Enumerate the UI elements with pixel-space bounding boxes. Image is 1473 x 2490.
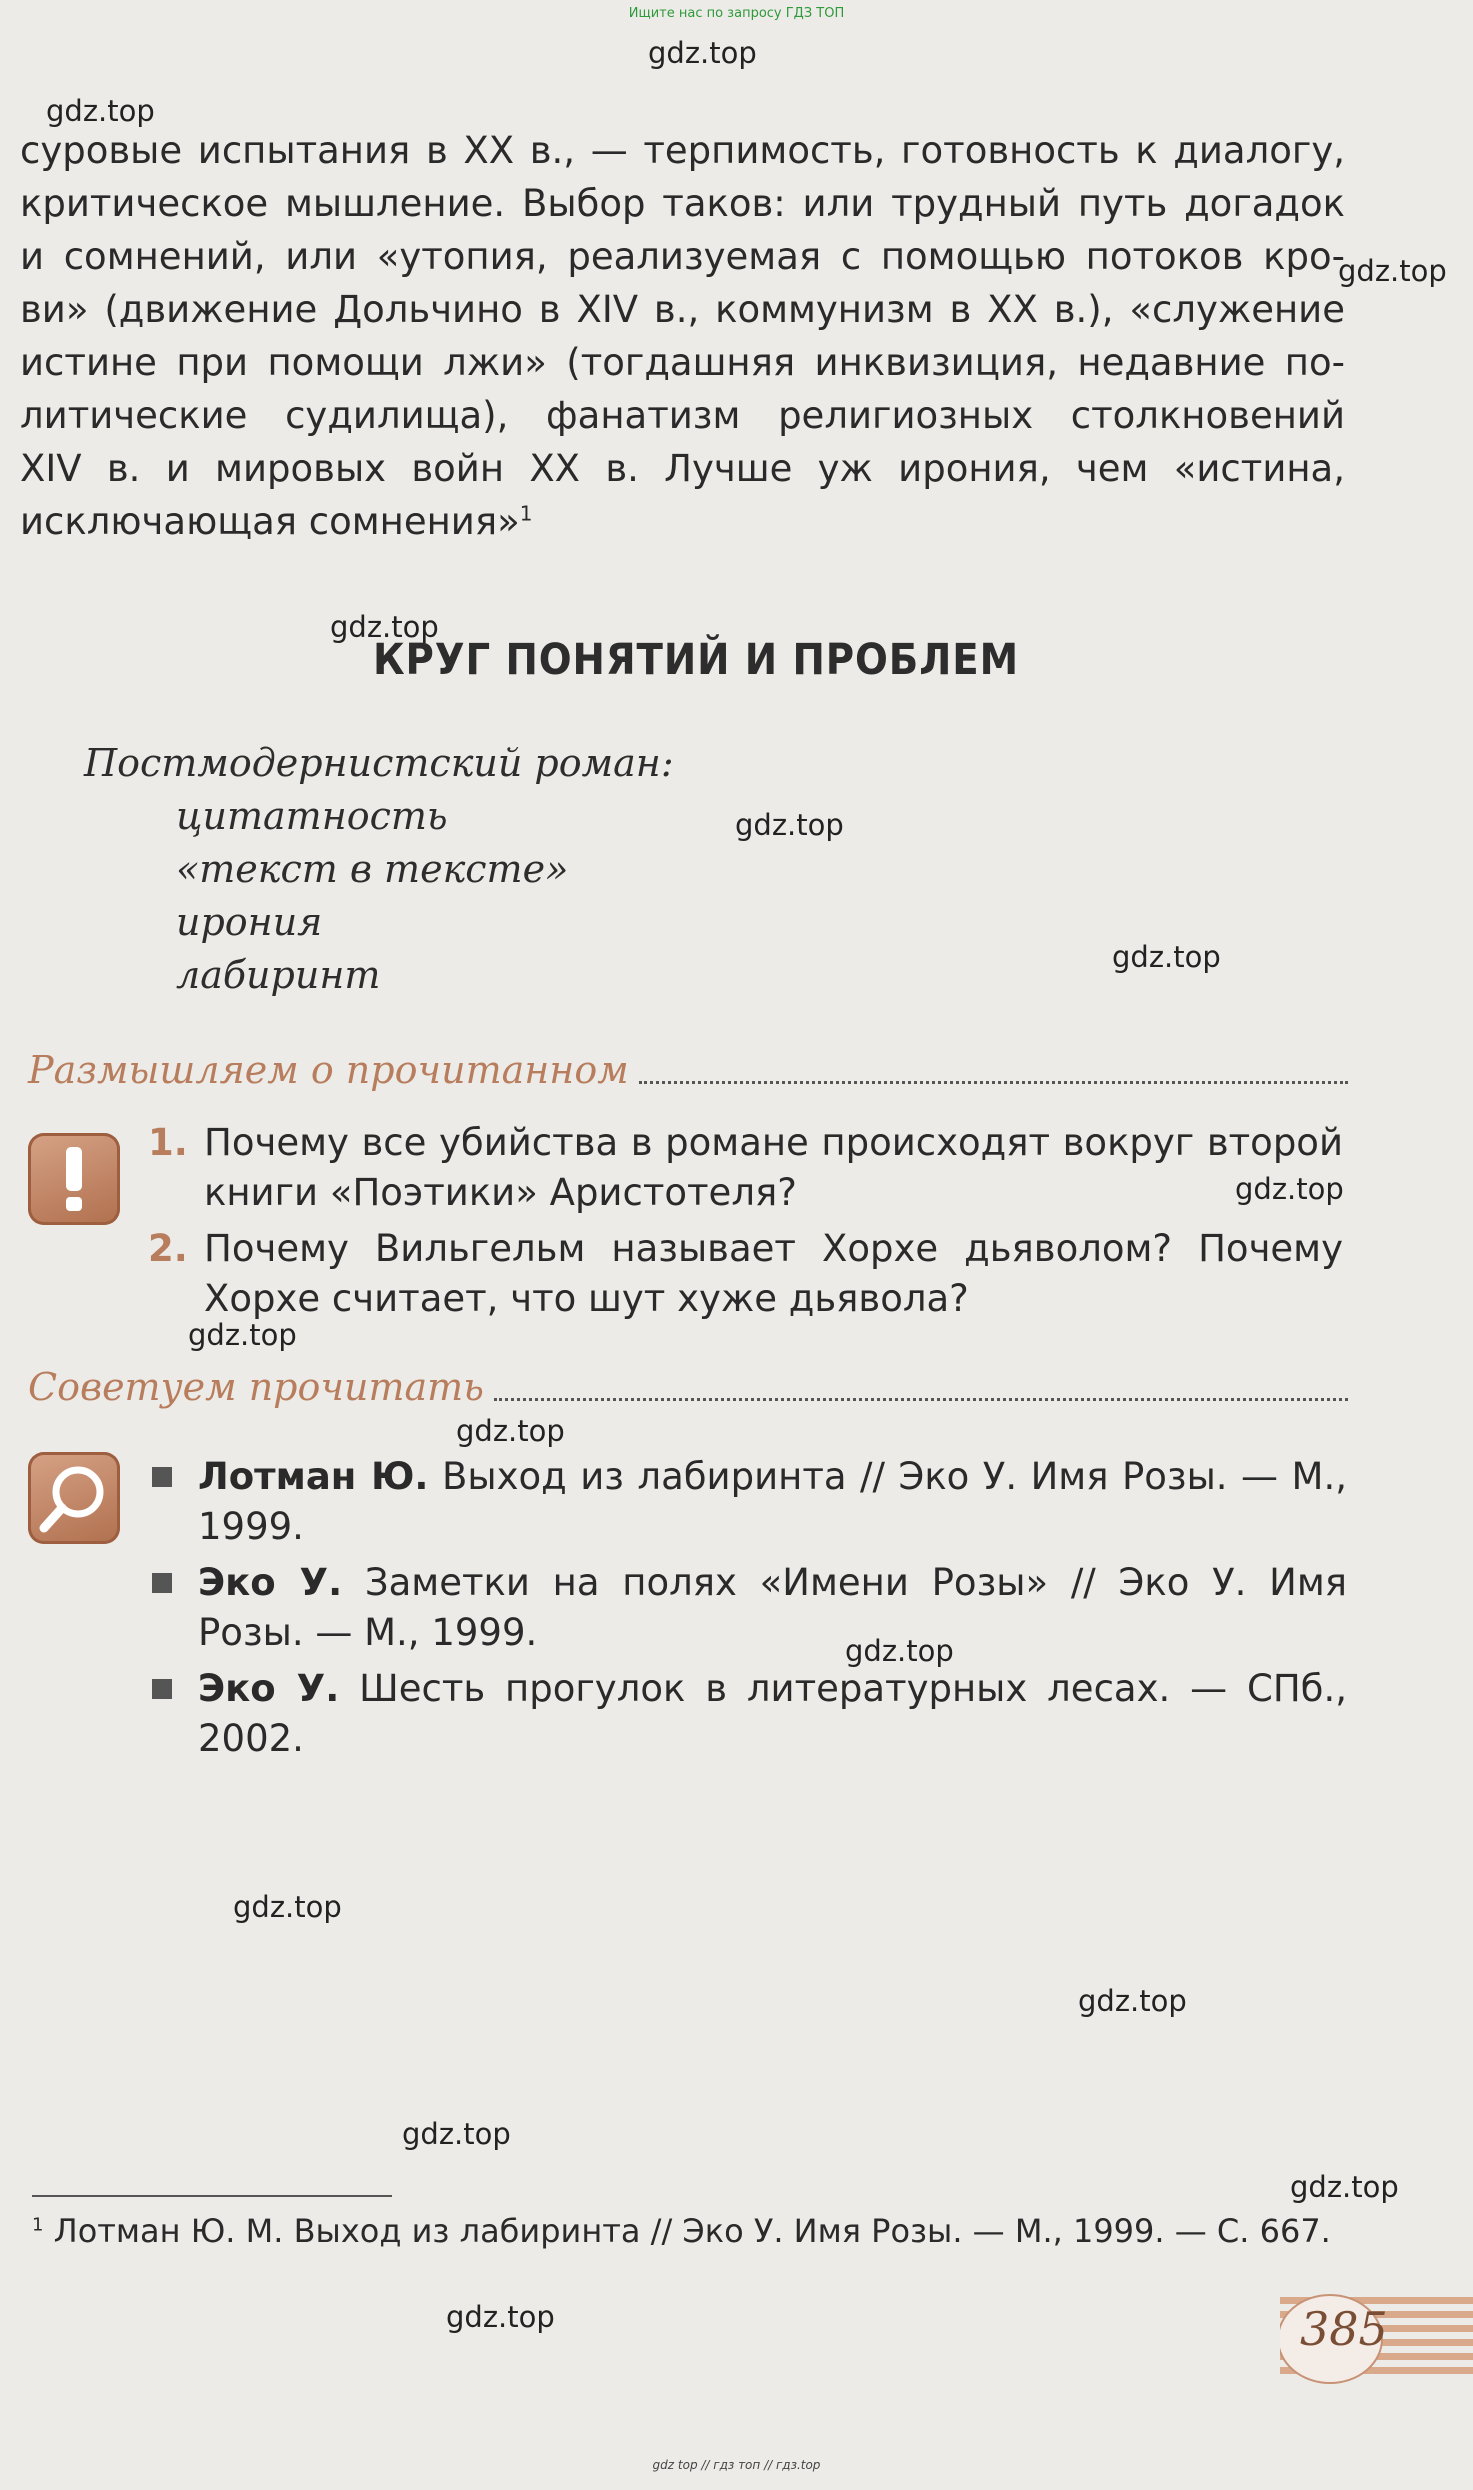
text-line: критическое мышление. Выбор таков: или трудный путь догадок: [20, 182, 1345, 225]
exclamation-icon: [28, 1133, 120, 1225]
text-line: исключающая сомнения»: [20, 500, 520, 543]
recommend-item[interactable]: [152, 1558, 1347, 1658]
concepts-block: [84, 737, 674, 1002]
text-line: истине при помощи лжи» (тогдашняя инквизиция, недавние по-: [20, 341, 1345, 384]
concept-item: «текст в тексте»: [176, 847, 569, 891]
question-number: 1.: [148, 1121, 188, 1164]
reflect-heading: [28, 1048, 1348, 1092]
watermark: gdz.top: [46, 94, 155, 128]
watermark: gdz.top: [330, 610, 439, 644]
text-line: и сомнений, или «утопия, реализуемая с помощью потоков кро-: [20, 235, 1345, 278]
watermark: gdz.top: [1078, 1984, 1187, 2018]
recommend-author: Эко У.: [198, 1667, 340, 1710]
watermark: gdz.top: [1235, 1172, 1344, 1206]
recommend-author: Лотман Ю.: [198, 1455, 429, 1498]
recommend-item[interactable]: [152, 1452, 1347, 1552]
square-bullet-icon: [152, 1467, 172, 1487]
dotted-leader: [494, 1398, 1348, 1401]
watermark: gdz.top: [1112, 940, 1221, 974]
text-line: литические судилища), фанатизм религиозных столкновений: [20, 394, 1345, 437]
concepts-heading: Постмодернистский роман:: [84, 741, 674, 785]
recommend-title: Заметки на полях «Имени Розы» // Эко У. Имя Розы. — М., 1999.: [198, 1561, 1347, 1654]
recommend-heading: [28, 1365, 1348, 1409]
watermark: gdz.top: [188, 1318, 297, 1352]
question-item: [148, 1118, 1343, 1218]
questions-list: [148, 1118, 1343, 1330]
watermark: gdz.top: [456, 1414, 565, 1448]
magnifier-icon: [28, 1452, 120, 1544]
concept-item: ирония: [176, 900, 323, 944]
footnote: [32, 2212, 1331, 2250]
body-paragraph: [20, 124, 1345, 548]
watermark: gdz.top: [1290, 2170, 1399, 2204]
footnote-text: Лотман Ю. М. Выход из лабиринта // Эко У. Имя Розы. — М., 1999. — С. 667.: [53, 2212, 1331, 2250]
question-item: [148, 1224, 1343, 1324]
watermark: gdz.top: [402, 2117, 511, 2151]
question-number: 2.: [148, 1227, 188, 1270]
watermark: gdz.top: [845, 1634, 954, 1668]
square-bullet-icon: [152, 1679, 172, 1699]
recommend-list: [152, 1452, 1347, 1770]
square-bullet-icon: [152, 1573, 172, 1593]
concept-item: цитатность: [176, 794, 448, 838]
recommend-title: Шесть прогулок в литературных лесах. — СПб., 2002.: [198, 1667, 1347, 1760]
footnote-mark: 1: [32, 2214, 44, 2236]
top-note[interactable]: Ищите нас по запросу ГДЗ ТОП: [628, 6, 845, 21]
text-line: суровые испытания в XX в., — терпимость, готовность к диалогу,: [20, 129, 1345, 172]
question-text: Почему Вильгельм называет Хорхе дьяволом? Почему Хорхе считает, что шут хуже дьявола?: [204, 1227, 1343, 1320]
watermark: gdz.top: [446, 2300, 555, 2334]
bottom-note[interactable]: gdz top // гдз топ // гдз.top: [652, 2458, 821, 2472]
footnote-ref[interactable]: 1: [519, 501, 533, 526]
recommend-heading-label: Советуем прочитать: [28, 1365, 484, 1409]
recommend-item[interactable]: [152, 1664, 1347, 1764]
footnote-divider: [32, 2195, 392, 2197]
text-line-last: [20, 495, 1345, 548]
page-number: 385: [1300, 2302, 1388, 2356]
text-line: XIV в. и мировых войн XX в. Лучше уж ирония, чем «истина,: [20, 447, 1345, 490]
recommend-title: Выход из лабиринта // Эко У. Имя Розы. — М., 1999.: [198, 1455, 1347, 1548]
concept-item: лабиринт: [176, 953, 381, 997]
reflect-heading-label: Размышляем о прочитанном: [28, 1048, 629, 1092]
section-title: КРУГ ПОНЯТИЙ И ПРОБЛЕМ: [373, 635, 1020, 685]
text-line: ви» (движение Дольчино в XIV в., коммунизм в XX в.), «служение: [20, 288, 1345, 331]
watermark: gdz.top: [233, 1890, 342, 1924]
watermark: gdz.top: [1338, 254, 1447, 288]
question-text: Почему все убийства в романе происходят вокруг второй книги «Поэтики» Аристотеля?: [204, 1121, 1343, 1214]
watermark: gdz.top: [648, 36, 757, 70]
recommend-author: Эко У.: [198, 1561, 343, 1604]
dotted-leader: [639, 1081, 1348, 1084]
watermark: gdz.top: [735, 808, 844, 842]
